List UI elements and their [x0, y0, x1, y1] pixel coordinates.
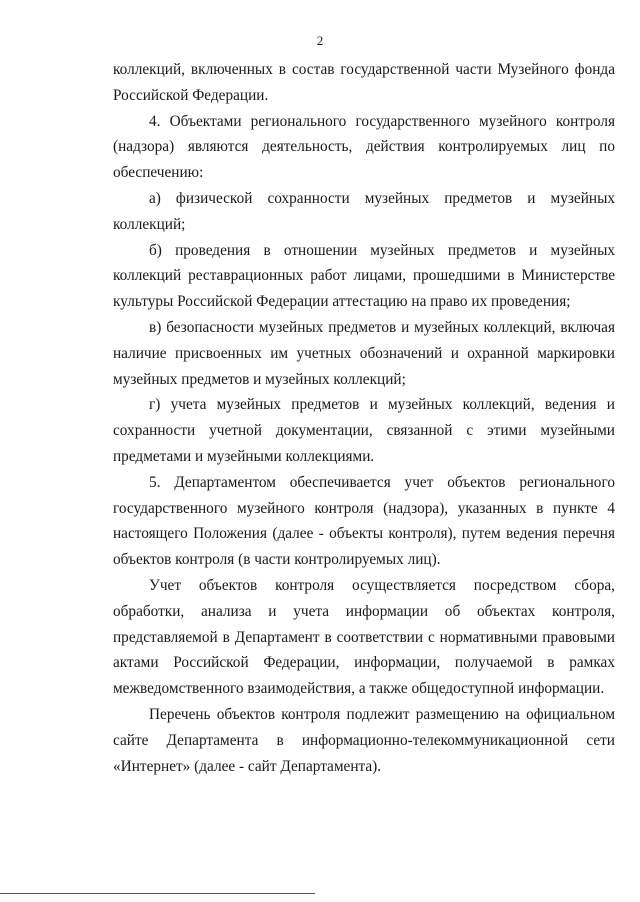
footer-divider: [0, 893, 315, 894]
paragraph-subitem-a: а) физической сохранности музейных предметов и музейных коллекций;: [113, 189, 615, 233]
paragraph-item-5: 5. Департаментом обеспечивается учет объектов регионального государственного музейного контроля (надзора), указанных в пункте 4 настоящего Положения (далее - объекты контроля), путем ведения перечня объектов контроля (в части контролируемых лиц).: [113, 473, 615, 569]
paragraph-accounting: Учет объектов контроля осуществляется посредством сбора, обработки, анализа и учета информации об объектах контроля, представляемой в Департамент в соответствии с нормативными правовыми актами Российской Федерации, информации, получаемой в рамках межведомственного взаимодействия, а также общедоступной информации.: [113, 576, 615, 698]
paragraph-item-4: 4. Объектами регионального государственного музейного контроля (надзора) являются деятельность, действия контролируемых лиц по обеспечению:: [113, 112, 615, 182]
paragraph-subitem-v: в) безопасности музейных предметов и музейных коллекций, включая наличие присвоенных им учетных обозначений и охранной маркировки музейных предметов и музейных коллекций;: [113, 318, 615, 388]
page-number: 2: [316, 33, 324, 48]
paragraph-publication: Перечень объектов контроля подлежит размещению на официальном сайте Департамента в информационно-телекоммуникационной сети «Интернет» (далее - сайт Департамента).: [113, 705, 615, 775]
paragraph-continuation: коллекций, включенных в состав государственной части Музейного фонда Российской Федерации.: [113, 61, 615, 104]
paragraph-subitem-b: б) проведения в отношении музейных предметов и музейных коллекций реставрационных работ лицами, прошедшими в Министерстве культуры Российской Федерации аттестацию на право их проведения;: [113, 241, 615, 311]
document-body: [113, 57, 615, 779]
paragraph-subitem-g: г) учета музейных предметов и музейных коллекций, ведения и сохранности учетной документации, связанной с этими музейными предметами и музейными коллекциями.: [113, 396, 615, 465]
